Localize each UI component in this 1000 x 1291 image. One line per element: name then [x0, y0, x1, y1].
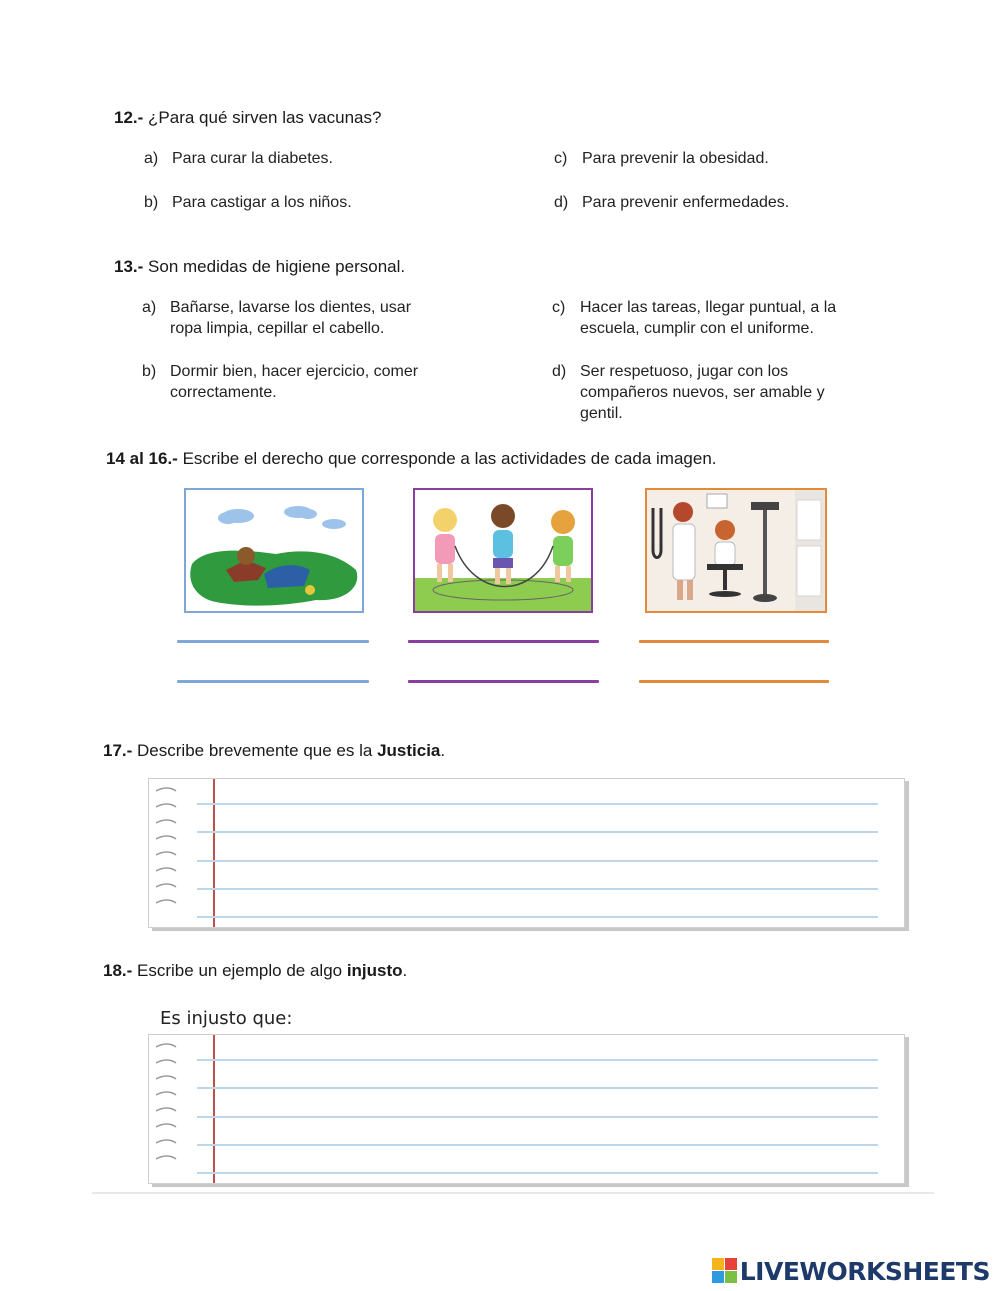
option-text	[170, 297, 411, 339]
option-line: Dormir bien, hacer ejercicio, comer	[170, 363, 419, 380]
q17-title	[103, 741, 445, 761]
ruled-line	[197, 1116, 878, 1118]
option-line: Ser respetuoso, jugar con los	[580, 363, 789, 380]
q18-number: 18.-	[103, 961, 133, 980]
option-text	[580, 361, 825, 424]
spiral-ring-icon	[155, 1075, 177, 1083]
liveworksheets-logo[interactable]	[712, 1255, 990, 1287]
option-text: Para curar la diabetes.	[172, 150, 333, 167]
image-doctor-visit	[645, 488, 827, 613]
spiral-ring-icon	[155, 787, 177, 795]
option-text	[580, 297, 836, 339]
option-text: Para castigar a los niños.	[172, 194, 352, 211]
q18-prompt: Es injusto que:	[160, 1008, 293, 1029]
q14-number: 14 al 16.-	[106, 449, 178, 468]
image-child-resting	[184, 488, 364, 613]
spiral-ring-icon	[155, 1043, 177, 1051]
option-letter: a)	[144, 150, 159, 167]
spiral-ring-icon	[155, 835, 177, 843]
q13-option-c[interactable]	[552, 297, 952, 341]
playing-illustration	[415, 490, 591, 611]
q18-title	[103, 961, 407, 981]
q12-option-b[interactable]	[144, 192, 524, 214]
footer-divider	[92, 1192, 934, 1194]
q13-text: Son medidas de higiene personal.	[148, 257, 406, 276]
q13-number: 13.-	[114, 257, 144, 276]
q12-option-d[interactable]	[554, 192, 934, 214]
spiral-ring-icon	[155, 899, 177, 907]
option-line: ropa limpia, cepillar el cabello.	[170, 320, 385, 337]
spiral-ring-icon	[155, 1059, 177, 1067]
option-line: Bañarse, lavarse los dientes, usar	[170, 299, 412, 316]
spiral-ring-icon	[155, 1139, 177, 1147]
option-line: compañeros nuevos, ser amable y	[580, 384, 825, 401]
q17-period: .	[440, 741, 446, 760]
option-line: escuela, cumplir con el uniforme.	[580, 320, 814, 337]
q13-title	[114, 257, 405, 277]
margin-line	[213, 779, 215, 927]
q12-text: ¿Para qué sirven las vacunas?	[148, 108, 382, 127]
doctor-illustration	[647, 490, 825, 611]
ruled-line	[197, 1087, 878, 1089]
option-line: Hacer las tareas, llegar puntual, a la	[580, 299, 837, 316]
option-letter: b)	[142, 363, 157, 380]
notebook-writing-area-17[interactable]	[148, 778, 905, 928]
option-line: gentil.	[580, 405, 623, 422]
answer-line-3a[interactable]	[639, 640, 829, 643]
spiral-ring-icon	[155, 851, 177, 859]
spiral-ring-icon	[155, 883, 177, 891]
ruled-line	[197, 803, 878, 805]
option-letter: d)	[552, 363, 567, 380]
option-text: Para prevenir enfermedades.	[582, 194, 790, 211]
margin-line	[213, 1035, 215, 1183]
q13-option-a[interactable]	[142, 297, 522, 341]
answer-line-3b[interactable]	[639, 680, 829, 683]
q12-option-a[interactable]	[144, 148, 524, 170]
q18-keyword: injusto	[346, 961, 403, 980]
q13-option-d[interactable]	[552, 361, 952, 427]
q17-number: 17.-	[103, 741, 133, 760]
q17-keyword: Justicia	[377, 741, 441, 760]
option-letter: c)	[552, 299, 566, 316]
ruled-line	[197, 860, 878, 862]
liveworksheets-brand-text: LIVEWORKSHEETS	[739, 1256, 990, 1286]
option-line: correctamente.	[170, 384, 277, 401]
q12-option-c[interactable]	[554, 148, 934, 170]
ruled-line	[197, 916, 878, 918]
spiral-ring-icon	[155, 819, 177, 827]
spiral-ring-icon	[155, 1123, 177, 1131]
option-text: Para prevenir la obesidad.	[582, 150, 769, 167]
answer-line-1b[interactable]	[177, 680, 369, 683]
q12-number: 12.-	[114, 108, 144, 127]
option-letter: a)	[142, 299, 157, 316]
q18-period: .	[402, 961, 408, 980]
ruled-line	[197, 888, 878, 890]
resting-illustration	[186, 490, 362, 611]
answer-line-2b[interactable]	[408, 680, 599, 683]
spiral-ring-icon	[155, 1091, 177, 1099]
spiral-ring-icon	[155, 1155, 177, 1163]
q17-text: Describe brevemente que es la	[137, 741, 378, 760]
q14-text: Escribe el derecho que corresponde a las actividades de cada imagen.	[182, 449, 717, 468]
liveworksheets-logo-icon	[712, 1258, 738, 1284]
q13-option-b[interactable]	[142, 361, 522, 405]
ruled-line	[197, 1059, 878, 1061]
answer-line-1a[interactable]	[177, 640, 369, 643]
option-letter: b)	[144, 194, 159, 211]
ruled-line	[197, 831, 878, 833]
spiral-ring-icon	[155, 803, 177, 811]
answer-line-2a[interactable]	[408, 640, 599, 643]
q14-title	[106, 449, 717, 469]
notebook-writing-area-18[interactable]	[148, 1034, 905, 1184]
option-letter: d)	[554, 194, 569, 211]
spiral-ring-icon	[155, 867, 177, 875]
image-children-playing	[413, 488, 593, 613]
q12-title	[114, 108, 381, 128]
spiral-ring-icon	[155, 1107, 177, 1115]
ruled-line	[197, 1172, 878, 1174]
option-letter: c)	[554, 150, 568, 167]
ruled-line	[197, 1144, 878, 1146]
q18-text: Escribe un ejemplo de algo	[137, 961, 347, 980]
option-text	[170, 361, 418, 403]
